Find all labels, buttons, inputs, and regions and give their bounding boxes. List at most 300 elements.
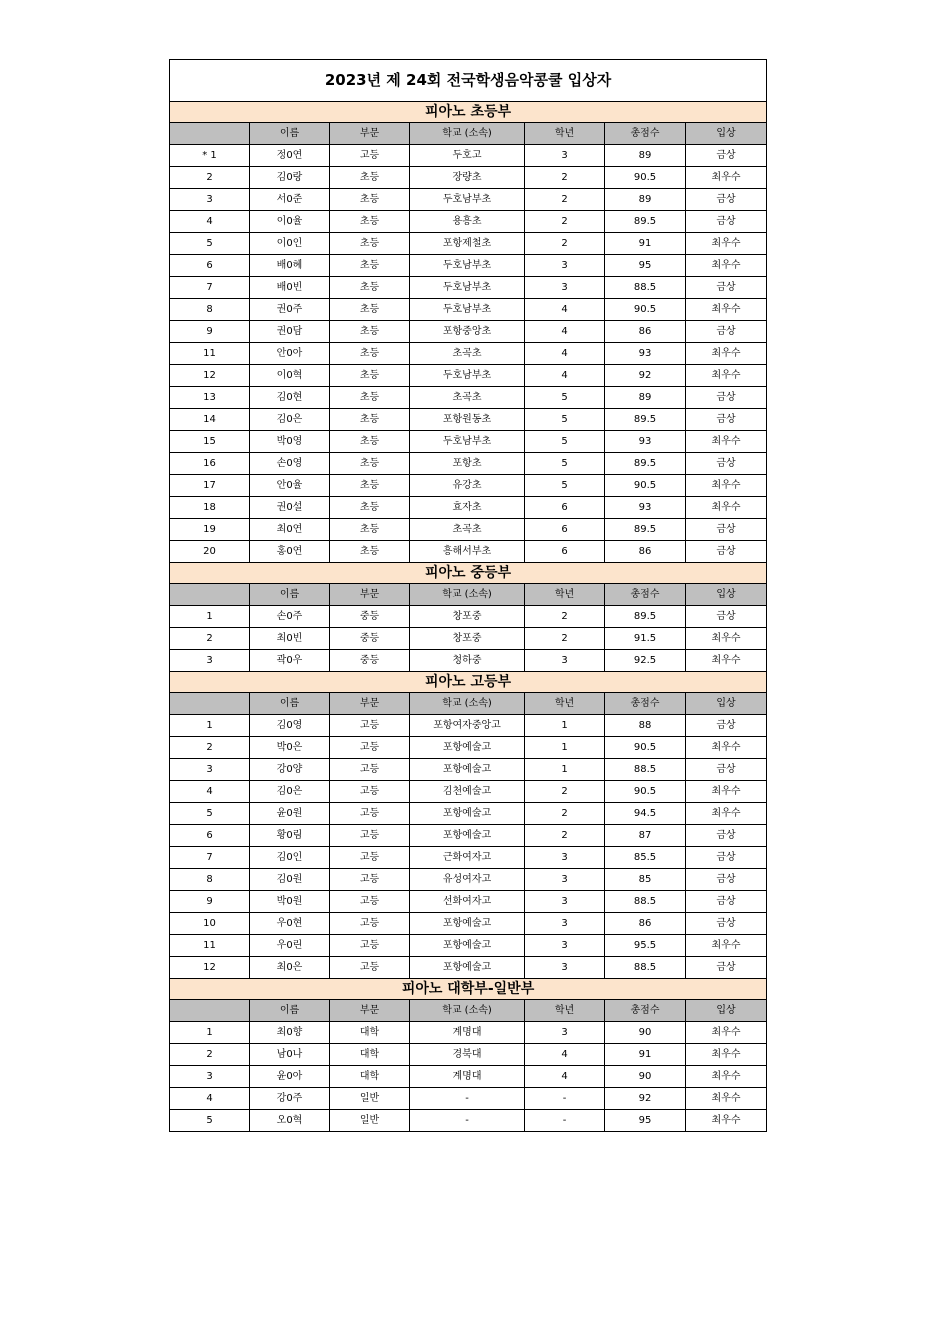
table-cell: 90.5 xyxy=(605,299,686,321)
table-cell: 9 xyxy=(170,321,250,343)
table-cell: 금상 xyxy=(686,409,767,431)
table-cell: 최0은 xyxy=(250,957,330,979)
table-cell: 18 xyxy=(170,497,250,519)
column-header: 총점수 xyxy=(605,584,686,606)
table-row xyxy=(170,913,767,935)
column-header: 부문 xyxy=(330,693,410,715)
table-cell: 금상 xyxy=(686,606,767,628)
table-cell: 김천예술고 xyxy=(410,781,525,803)
table-cell: 15 xyxy=(170,431,250,453)
table-row xyxy=(170,145,767,167)
table-cell: 3 xyxy=(525,935,605,957)
table-cell: 초등 xyxy=(330,431,410,453)
table-cell: 초등 xyxy=(330,365,410,387)
column-header: 이름 xyxy=(250,693,330,715)
column-header: 이름 xyxy=(250,1000,330,1022)
table-row xyxy=(170,343,767,365)
table-cell: 금상 xyxy=(686,277,767,299)
table-cell: 88.5 xyxy=(605,277,686,299)
table-cell: 고등 xyxy=(330,825,410,847)
table-cell: 포항예술고 xyxy=(410,737,525,759)
table-cell: 최우수 xyxy=(686,1066,767,1088)
table-cell: 포항원동초 xyxy=(410,409,525,431)
section-header xyxy=(170,102,767,123)
table-cell: 강0양 xyxy=(250,759,330,781)
table-cell: 3 xyxy=(525,913,605,935)
column-header-row xyxy=(170,584,767,606)
table-row xyxy=(170,409,767,431)
table-cell: 안0아 xyxy=(250,343,330,365)
table-cell: 5 xyxy=(525,409,605,431)
table-cell: 2 xyxy=(525,628,605,650)
table-cell: 2 xyxy=(170,737,250,759)
column-header-row xyxy=(170,123,767,145)
table-cell: 90.5 xyxy=(605,167,686,189)
table-row xyxy=(170,957,767,979)
table-cell: 대학 xyxy=(330,1066,410,1088)
table-cell: 4 xyxy=(525,299,605,321)
table-row xyxy=(170,497,767,519)
column-header-row xyxy=(170,1000,767,1022)
table-cell: 고등 xyxy=(330,715,410,737)
table-cell: 11 xyxy=(170,343,250,365)
table-cell: 2 xyxy=(170,628,250,650)
table-cell: 93 xyxy=(605,431,686,453)
column-header xyxy=(170,693,250,715)
column-header: 입상 xyxy=(686,1000,767,1022)
table-cell: 두호남부초 xyxy=(410,277,525,299)
table-cell: 88.5 xyxy=(605,891,686,913)
table-cell: 1 xyxy=(170,606,250,628)
table-cell: 김0인 xyxy=(250,847,330,869)
table-cell: 초등 xyxy=(330,343,410,365)
table-cell: 2 xyxy=(525,189,605,211)
table-cell: 초등 xyxy=(330,189,410,211)
column-header: 이름 xyxy=(250,584,330,606)
column-header: 학교 (소속) xyxy=(410,693,525,715)
column-header: 학교 (소속) xyxy=(410,584,525,606)
table-cell: 90 xyxy=(605,1066,686,1088)
table-cell: 3 xyxy=(525,957,605,979)
table-cell: 배0혜 xyxy=(250,255,330,277)
table-cell: 2 xyxy=(525,167,605,189)
table-cell: 정0연 xyxy=(250,145,330,167)
table-cell: 포항예술고 xyxy=(410,803,525,825)
table-cell: 오0혁 xyxy=(250,1110,330,1132)
table-cell: 일반 xyxy=(330,1088,410,1110)
table-cell: 5 xyxy=(525,431,605,453)
table-cell: - xyxy=(410,1088,525,1110)
table-cell: 7 xyxy=(170,847,250,869)
table-cell: 최우수 xyxy=(686,1022,767,1044)
table-cell: 3 xyxy=(525,650,605,672)
table-row xyxy=(170,211,767,233)
table-cell: 3 xyxy=(525,277,605,299)
table-cell: 2 xyxy=(525,803,605,825)
table-cell: 2 xyxy=(525,825,605,847)
column-header: 부문 xyxy=(330,584,410,606)
table-cell: 최우수 xyxy=(686,343,767,365)
table-row xyxy=(170,781,767,803)
table-cell: 강0주 xyxy=(250,1088,330,1110)
results-document xyxy=(169,59,766,1132)
table-cell: 3 xyxy=(525,869,605,891)
table-cell: 금상 xyxy=(686,541,767,563)
table-cell: 금상 xyxy=(686,891,767,913)
table-cell: 3 xyxy=(170,1066,250,1088)
table-cell: 안0율 xyxy=(250,475,330,497)
column-header: 입상 xyxy=(686,693,767,715)
table-cell: 2 xyxy=(525,606,605,628)
table-cell: 일반 xyxy=(330,1110,410,1132)
table-cell: 88 xyxy=(605,715,686,737)
column-header: 학년 xyxy=(525,1000,605,1022)
table-cell: 고등 xyxy=(330,891,410,913)
table-cell: 초등 xyxy=(330,321,410,343)
table-cell: 초등 xyxy=(330,277,410,299)
table-cell: 초등 xyxy=(330,167,410,189)
table-cell: 5 xyxy=(525,475,605,497)
table-row xyxy=(170,935,767,957)
table-cell: 3 xyxy=(525,1022,605,1044)
table-cell: 89 xyxy=(605,145,686,167)
table-row xyxy=(170,1110,767,1132)
table-cell: 6 xyxy=(525,497,605,519)
table-cell: 최우수 xyxy=(686,233,767,255)
table-row xyxy=(170,189,767,211)
table-cell: 5 xyxy=(525,387,605,409)
table-cell: 고등 xyxy=(330,803,410,825)
table-cell: 손0영 xyxy=(250,453,330,475)
document-title: 2023년 제 24회 전국학생음악콩쿨 입상자 xyxy=(170,60,767,102)
table-cell: 선화여자고 xyxy=(410,891,525,913)
table-cell: 고등 xyxy=(330,847,410,869)
table-row xyxy=(170,255,767,277)
table-cell: 포항예술고 xyxy=(410,759,525,781)
table-cell: 1 xyxy=(170,715,250,737)
table-cell: 금상 xyxy=(686,453,767,475)
table-cell: 9 xyxy=(170,891,250,913)
table-cell: 3 xyxy=(170,759,250,781)
table-cell: 4 xyxy=(525,321,605,343)
table-cell: 3 xyxy=(525,847,605,869)
table-row xyxy=(170,1066,767,1088)
table-row xyxy=(170,869,767,891)
table-cell: 금상 xyxy=(686,913,767,935)
column-header: 총점수 xyxy=(605,123,686,145)
table-cell: 4 xyxy=(525,343,605,365)
table-cell: 홍0연 xyxy=(250,541,330,563)
table-cell: 90.5 xyxy=(605,737,686,759)
column-header: 부문 xyxy=(330,123,410,145)
table-cell: * 1 xyxy=(170,145,250,167)
table-cell: 금상 xyxy=(686,847,767,869)
table-row xyxy=(170,453,767,475)
table-cell: 금상 xyxy=(686,189,767,211)
table-cell: 고등 xyxy=(330,913,410,935)
table-cell: 윤0원 xyxy=(250,803,330,825)
table-cell: 두호남부초 xyxy=(410,365,525,387)
table-cell: 최우수 xyxy=(686,497,767,519)
table-cell: 박0원 xyxy=(250,891,330,913)
table-cell: 20 xyxy=(170,541,250,563)
table-cell: 용흥초 xyxy=(410,211,525,233)
table-cell: 2 xyxy=(525,233,605,255)
table-cell: 두호남부초 xyxy=(410,431,525,453)
table-cell: 4 xyxy=(170,781,250,803)
table-cell: 경북대 xyxy=(410,1044,525,1066)
table-cell: 7 xyxy=(170,277,250,299)
column-header: 부문 xyxy=(330,1000,410,1022)
table-cell: 초곡초 xyxy=(410,519,525,541)
table-cell: 6 xyxy=(170,255,250,277)
table-row xyxy=(170,825,767,847)
table-cell: 최0연 xyxy=(250,519,330,541)
column-header: 이름 xyxy=(250,123,330,145)
table-cell: 1 xyxy=(525,737,605,759)
table-cell: 서0준 xyxy=(250,189,330,211)
table-cell: 포항예술고 xyxy=(410,957,525,979)
table-cell: - xyxy=(525,1088,605,1110)
table-cell: 금상 xyxy=(686,321,767,343)
table-cell: 3 xyxy=(525,145,605,167)
table-cell: 5 xyxy=(170,803,250,825)
table-cell: 고등 xyxy=(330,935,410,957)
table-cell: 금상 xyxy=(686,869,767,891)
table-cell: 초등 xyxy=(330,211,410,233)
table-cell: 이0혁 xyxy=(250,365,330,387)
table-cell: 5 xyxy=(170,1110,250,1132)
table-row xyxy=(170,387,767,409)
table-cell: 최우수 xyxy=(686,431,767,453)
column-header: 학년 xyxy=(525,693,605,715)
table-cell: 창포중 xyxy=(410,628,525,650)
column-header xyxy=(170,123,250,145)
table-cell: 최우수 xyxy=(686,628,767,650)
table-cell: 2 xyxy=(170,1044,250,1066)
table-cell: 11 xyxy=(170,935,250,957)
section-header xyxy=(170,672,767,693)
table-cell: 85 xyxy=(605,869,686,891)
table-cell: - xyxy=(410,1110,525,1132)
table-cell: 중등 xyxy=(330,628,410,650)
table-cell: 유강초 xyxy=(410,475,525,497)
column-header xyxy=(170,584,250,606)
table-cell: 87 xyxy=(605,825,686,847)
column-header: 입상 xyxy=(686,123,767,145)
table-cell: 청하중 xyxy=(410,650,525,672)
table-row xyxy=(170,1088,767,1110)
table-cell: 최0향 xyxy=(250,1022,330,1044)
table-cell: 93 xyxy=(605,343,686,365)
table-cell: 두호남부초 xyxy=(410,299,525,321)
table-cell: 3 xyxy=(170,650,250,672)
table-cell: - xyxy=(525,1110,605,1132)
table-cell: 10 xyxy=(170,913,250,935)
table-cell: 계명대 xyxy=(410,1066,525,1088)
section-header xyxy=(170,979,767,1000)
table-cell: 90 xyxy=(605,1022,686,1044)
table-cell: 고등 xyxy=(330,781,410,803)
table-cell: 8 xyxy=(170,299,250,321)
table-cell: 금상 xyxy=(686,957,767,979)
table-cell: 배0빈 xyxy=(250,277,330,299)
table-cell: 권0설 xyxy=(250,497,330,519)
table-cell: 최우수 xyxy=(686,1088,767,1110)
table-cell: 금상 xyxy=(686,825,767,847)
table-cell: 89.5 xyxy=(605,409,686,431)
results-table-body xyxy=(170,60,767,1132)
table-cell: 최우수 xyxy=(686,935,767,957)
table-cell: 초등 xyxy=(330,519,410,541)
table-row xyxy=(170,277,767,299)
table-cell: 3 xyxy=(525,255,605,277)
table-cell: 두호고 xyxy=(410,145,525,167)
table-cell: 김0은 xyxy=(250,781,330,803)
table-cell: 88.5 xyxy=(605,957,686,979)
section-title: 피아노 초등부 xyxy=(170,102,767,123)
table-cell: 16 xyxy=(170,453,250,475)
table-cell: 초등 xyxy=(330,541,410,563)
table-cell: 85.5 xyxy=(605,847,686,869)
table-cell: 권0담 xyxy=(250,321,330,343)
section-title: 피아노 대학부-일반부 xyxy=(170,979,767,1000)
table-cell: 1 xyxy=(525,759,605,781)
table-cell: 1 xyxy=(525,715,605,737)
table-cell: 장량초 xyxy=(410,167,525,189)
table-cell: 12 xyxy=(170,365,250,387)
table-cell: 두호남부초 xyxy=(410,255,525,277)
table-cell: 5 xyxy=(170,233,250,255)
table-cell: 금상 xyxy=(686,519,767,541)
table-cell: 포항예술고 xyxy=(410,935,525,957)
column-header: 총점수 xyxy=(605,693,686,715)
table-cell: 최0빈 xyxy=(250,628,330,650)
table-cell: 금상 xyxy=(686,759,767,781)
table-row xyxy=(170,321,767,343)
table-cell: 6 xyxy=(170,825,250,847)
table-cell: 초등 xyxy=(330,387,410,409)
table-cell: 91.5 xyxy=(605,628,686,650)
table-row xyxy=(170,737,767,759)
table-cell: 4 xyxy=(170,1088,250,1110)
table-cell: 남0나 xyxy=(250,1044,330,1066)
table-cell: 대학 xyxy=(330,1022,410,1044)
column-header: 입상 xyxy=(686,584,767,606)
table-cell: 5 xyxy=(525,453,605,475)
table-cell: 이0율 xyxy=(250,211,330,233)
table-cell: 최우수 xyxy=(686,650,767,672)
table-cell: 92.5 xyxy=(605,650,686,672)
table-row xyxy=(170,233,767,255)
table-cell: 금상 xyxy=(686,145,767,167)
table-cell: 흥해서부초 xyxy=(410,541,525,563)
table-cell: 최우수 xyxy=(686,1044,767,1066)
table-cell: 포항중앙초 xyxy=(410,321,525,343)
table-cell: 최우수 xyxy=(686,1110,767,1132)
table-cell: 고등 xyxy=(330,737,410,759)
section-title: 피아노 고등부 xyxy=(170,672,767,693)
table-cell: 최우수 xyxy=(686,255,767,277)
table-cell: 92 xyxy=(605,1088,686,1110)
table-cell: 17 xyxy=(170,475,250,497)
table-cell: 89.5 xyxy=(605,606,686,628)
column-header xyxy=(170,1000,250,1022)
table-cell: 대학 xyxy=(330,1044,410,1066)
column-header: 학년 xyxy=(525,123,605,145)
table-cell: 초등 xyxy=(330,233,410,255)
table-row xyxy=(170,606,767,628)
table-cell: 초곡초 xyxy=(410,387,525,409)
table-cell: 고등 xyxy=(330,957,410,979)
table-cell: 최우수 xyxy=(686,781,767,803)
table-cell: 1 xyxy=(170,1022,250,1044)
column-header: 학교 (소속) xyxy=(410,123,525,145)
table-row xyxy=(170,650,767,672)
table-cell: 곽0우 xyxy=(250,650,330,672)
table-cell: 89 xyxy=(605,387,686,409)
table-cell: 초등 xyxy=(330,255,410,277)
table-cell: 손0주 xyxy=(250,606,330,628)
table-cell: 92 xyxy=(605,365,686,387)
column-header: 학교 (소속) xyxy=(410,1000,525,1022)
table-cell: 6 xyxy=(525,519,605,541)
table-row xyxy=(170,715,767,737)
table-cell: 93 xyxy=(605,497,686,519)
table-cell: 근화여자고 xyxy=(410,847,525,869)
table-cell: 김0영 xyxy=(250,715,330,737)
table-cell: 8 xyxy=(170,869,250,891)
table-cell: 김0현 xyxy=(250,387,330,409)
table-cell: 창포중 xyxy=(410,606,525,628)
table-cell: 3 xyxy=(170,189,250,211)
table-cell: 초등 xyxy=(330,453,410,475)
table-cell: 최우수 xyxy=(686,299,767,321)
table-cell: 박0은 xyxy=(250,737,330,759)
table-cell: 2 xyxy=(525,211,605,233)
table-cell: 13 xyxy=(170,387,250,409)
table-row xyxy=(170,431,767,453)
table-cell: 금상 xyxy=(686,211,767,233)
table-cell: 2 xyxy=(170,167,250,189)
table-cell: 포항예술고 xyxy=(410,913,525,935)
table-cell: 최우수 xyxy=(686,365,767,387)
table-cell: 고등 xyxy=(330,145,410,167)
table-cell: 포항예술고 xyxy=(410,825,525,847)
table-cell: 금상 xyxy=(686,387,767,409)
section-title: 피아노 중등부 xyxy=(170,563,767,584)
table-cell: 최우수 xyxy=(686,475,767,497)
table-cell: 유성여자고 xyxy=(410,869,525,891)
table-cell: 포항초 xyxy=(410,453,525,475)
table-cell: 최우수 xyxy=(686,803,767,825)
table-cell: 2 xyxy=(525,781,605,803)
table-cell: 95 xyxy=(605,255,686,277)
table-row xyxy=(170,1044,767,1066)
table-cell: 14 xyxy=(170,409,250,431)
results-table xyxy=(169,59,767,1132)
table-cell: 4 xyxy=(525,1066,605,1088)
table-row xyxy=(170,628,767,650)
table-cell: 4 xyxy=(170,211,250,233)
table-cell: 우0현 xyxy=(250,913,330,935)
table-cell: 89.5 xyxy=(605,211,686,233)
table-cell: 86 xyxy=(605,913,686,935)
table-cell: 19 xyxy=(170,519,250,541)
table-cell: 초등 xyxy=(330,299,410,321)
table-cell: 12 xyxy=(170,957,250,979)
table-row xyxy=(170,475,767,497)
